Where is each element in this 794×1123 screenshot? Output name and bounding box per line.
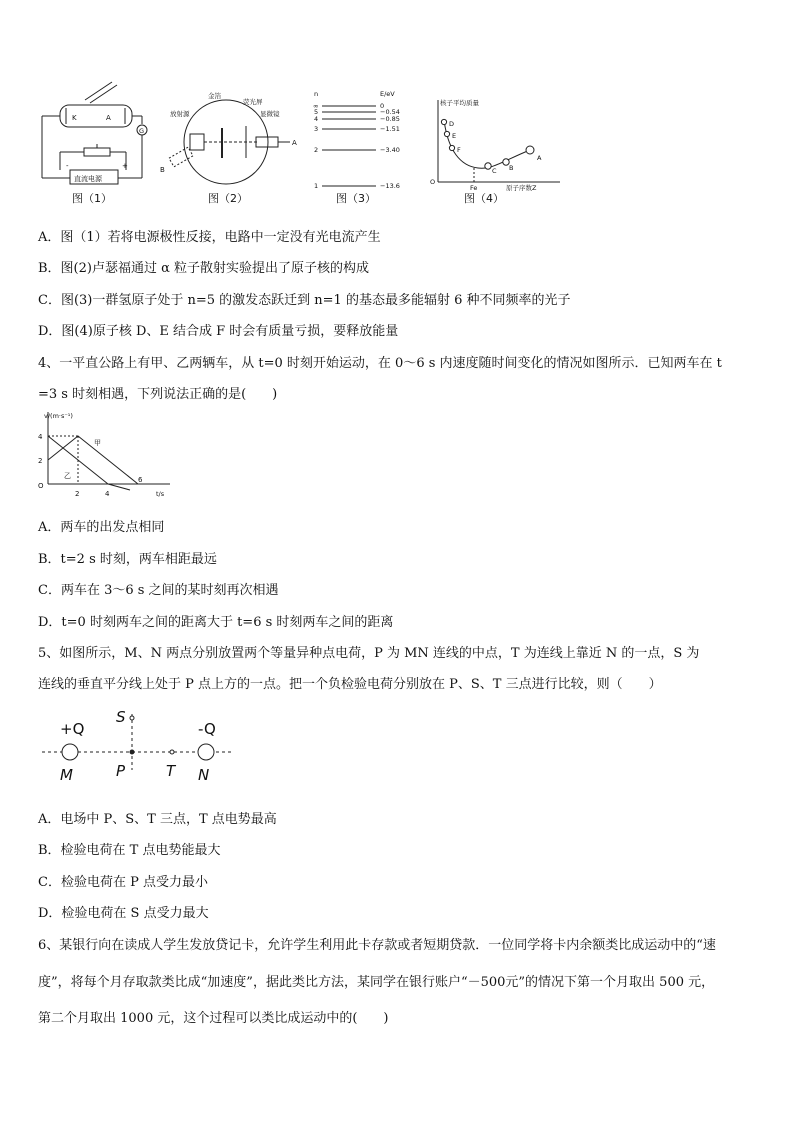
q5-option-c: C．检验电荷在 P 点受力最小 xyxy=(38,875,208,890)
fig4-point-label: D xyxy=(449,120,455,128)
q4-ylabel: v/(m·s⁻¹) xyxy=(44,412,73,420)
fig3-level-n: 4 xyxy=(314,115,319,123)
q5-stem-line2: 连线的垂直平分线上处于 P 点上方的一点。把一个负检验电荷分别放在 P、S、T 三点进行比较，则（ ） xyxy=(38,677,662,692)
fig4-point-label: A xyxy=(537,154,542,162)
fig3-level-e: 0 xyxy=(380,102,385,110)
q4-vt-graph xyxy=(30,404,230,504)
fig1-plus-label: + xyxy=(122,162,128,170)
fig3-level-e: −0.54 xyxy=(380,108,400,116)
q3-option-c: C．图(3)一群氢原子处于 n=5 的激发态跃迁到 n=1 的基态最多能辐射 6 种不同频率的光子 xyxy=(38,293,571,308)
q5-plus-q: +Q xyxy=(60,720,85,738)
q4-xtick: 4 xyxy=(105,490,110,498)
fig1-minus-label: - xyxy=(66,162,69,170)
figure-row xyxy=(0,0,794,215)
fig4-point-label: E xyxy=(452,132,457,140)
q4-stem-line1: 4、一平直公路上有甲、乙两辆车，从 t=0 时刻开始运动，在 0～6 s 内速度随时间变化的情况如图所示．已知两车在 t xyxy=(38,356,722,371)
fig2-screen-label: 荧光屏 xyxy=(243,98,263,106)
fig3-level-n: 1 xyxy=(314,182,319,190)
q4-option-a: A．两车的出发点相同 xyxy=(38,520,165,535)
fig2-source-label: 放射源 xyxy=(170,110,190,118)
q4-origin: O xyxy=(38,482,44,490)
fig2-microscope-label: 显微镜 xyxy=(260,110,280,118)
fig3-level-e: −1.51 xyxy=(380,125,400,133)
fig4-origin: O xyxy=(430,178,436,186)
fig4-fe: Fe xyxy=(470,184,478,192)
fig1-caption: 图（1） xyxy=(72,192,112,205)
q4-xtick: 2 xyxy=(75,490,80,498)
q6-line1: 6、某银行向在读成人学生发放贷记卡，允许学生利用此卡存款或者短期贷款．一位同学将卡内余额类比成运动中的“速 xyxy=(38,938,716,953)
q6-line2: 度”，将每个月存取款类比成“加速度”，据此类比方法，某同学在银行账户“－500元”的情况下第一个月取出 500 元， xyxy=(38,975,715,990)
q5-m-label: M xyxy=(60,766,73,784)
fig3-level-e: −0.85 xyxy=(380,115,400,123)
fig3-level-e: −3.40 xyxy=(380,146,400,154)
fig1-a-label: A xyxy=(106,114,111,122)
fig3-level-e: −13.6 xyxy=(380,182,400,190)
fig3-level-n: 3 xyxy=(314,125,319,133)
q3-option-d: D．图(4)原子核 D、E 结合成 F 时会有质量亏损，要释放能量 xyxy=(38,324,399,339)
q4-ytick: 2 xyxy=(38,457,43,465)
q4-yi-label: 乙 xyxy=(64,472,71,480)
figure-1 xyxy=(42,82,147,184)
q5-t-label: T xyxy=(166,762,176,780)
fig2-b-label: B xyxy=(160,166,165,174)
fig4-point-label: B xyxy=(509,164,514,172)
q5-option-d: D．检验电荷在 S 点受力最大 xyxy=(38,906,209,921)
fig1-k-label: K xyxy=(72,114,77,122)
fig1-power-label: 直流电源 xyxy=(74,175,102,183)
fig4-point-label: C xyxy=(492,167,497,175)
q4-option-c: C．两车在 3～6 s 之间的某时刻再次相遇 xyxy=(38,583,279,598)
q4-option-d: D．t=0 时刻两车之间的距离大于 t=6 s 时刻两车之间的距离 xyxy=(38,615,394,630)
q4-stem-line2: =3 s 时刻相遇，下列说法正确的是( ) xyxy=(38,387,278,402)
q4-ytick: 4 xyxy=(38,433,43,441)
q4-xtick: 6 xyxy=(138,476,143,484)
q6-line3: 第二个月取出 1000 元，这个过程可以类比成运动中的( ) xyxy=(38,1011,389,1026)
q5-minus-q: -Q xyxy=(198,720,216,738)
fig3-level-n: ∞ xyxy=(313,102,319,110)
fig1-g-label: G xyxy=(139,127,145,135)
fig3-level-n: 5 xyxy=(314,108,319,116)
fig3-caption: 图（3） xyxy=(336,192,376,205)
q5-option-b: B．检验电荷在 T 点电势能最大 xyxy=(38,843,221,858)
q4-xlabel: t/s xyxy=(156,490,165,498)
fig2-foil-label: 金箔 xyxy=(208,92,221,100)
q5-option-a: A．电场中 P、S、T 三点，T 点电势最高 xyxy=(38,812,277,827)
fig4-point-label: F xyxy=(457,146,461,154)
q3-option-a: A．图（1）若将电源极性反接，电路中一定没有光电流产生 xyxy=(38,230,381,245)
fig2-a-label: A xyxy=(292,139,297,147)
q5-n-label: N xyxy=(198,766,210,784)
q5-s-label: S xyxy=(116,708,126,726)
fig2-caption: 图（2） xyxy=(208,192,248,205)
fig4-ylabel: 核子平均质量 xyxy=(440,99,479,107)
figure-3 xyxy=(322,106,376,186)
fig4-xlabel: 原子序数Z xyxy=(506,184,537,192)
q4-option-b: B．t=2 s 时刻，两车相距最远 xyxy=(38,552,217,567)
fig4-caption: 图（4） xyxy=(464,192,504,205)
fig3-level-n: 2 xyxy=(314,146,319,154)
q3-option-b: B．图(2)卢瑟福通过 α 粒子散射实验提出了原子核的构成 xyxy=(38,261,370,276)
q5-charge-figure xyxy=(38,704,268,804)
figure-4 xyxy=(438,100,560,182)
q4-jia-label: 甲 xyxy=(94,439,101,447)
q5-p-label: P xyxy=(116,762,126,780)
q5-stem-line1: 5、如图所示，M、N 两点分别放置两个等量异种点电荷，P 为 MN 连线的中点，T 为连线上靠近 N 的一点，S 为 xyxy=(38,646,700,661)
fig3-n-header: n xyxy=(314,90,319,98)
fig3-e-header: E/eV xyxy=(380,90,395,98)
